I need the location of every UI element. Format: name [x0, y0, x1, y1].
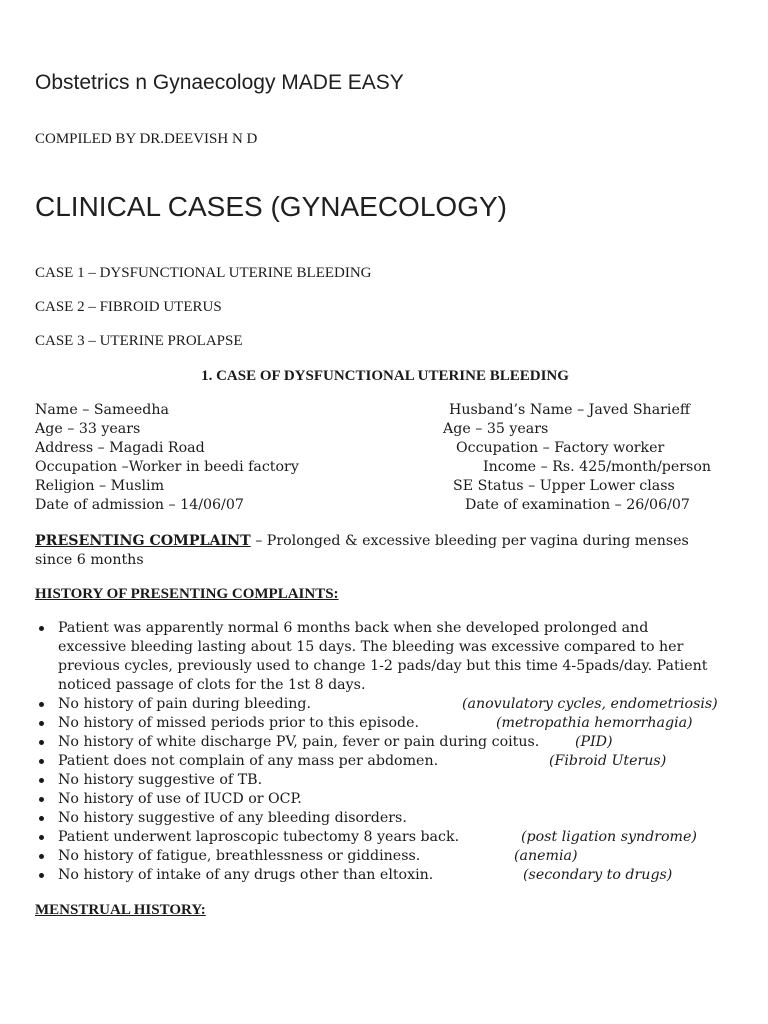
list-item-text: No history suggestive of any bleeding disorders.	[58, 810, 407, 826]
main-heading: CLINICAL CASES (GYNAECOLOGY)	[35, 191, 507, 222]
history-heading: HISTORY OF PRESENTING COMPLAINTS:	[35, 586, 339, 602]
differential-note: (anemia)	[514, 848, 578, 864]
list-item-text: No history of white discharge PV, pain, fever or pain during coitus.	[58, 734, 540, 750]
list-item	[35, 771, 735, 790]
patient-occupation: Occupation –Worker in beedi factory	[35, 459, 299, 475]
presenting-complaint-label: PRESENTING COMPLAINT	[35, 533, 251, 549]
differential-note: (post ligation syndrome)	[521, 829, 697, 845]
presenting-complaint-text: – Prolonged & excessive bleeding per vagina during menses since 6 months	[35, 533, 689, 568]
presenting-complaint	[35, 532, 725, 570]
list-item	[35, 790, 735, 809]
husband-occupation: Occupation – Factory worker	[456, 440, 665, 456]
se-status: SE Status – Upper Lower class	[453, 478, 675, 494]
case-list-item: CASE 1 – DYSFUNCTIONAL UTERINE BLEEDING	[35, 265, 372, 281]
differential-note: (metropathia hemorrhagia)	[496, 715, 693, 731]
income: Income – Rs. 425/month/person	[483, 459, 712, 475]
patient-address: Address – Magadi Road	[35, 440, 205, 456]
case-list-item: CASE 3 – UTERINE PROLAPSE	[35, 333, 243, 349]
differential-note: (secondary to drugs)	[523, 867, 673, 883]
patient-name: Name – Sameedha	[35, 402, 169, 418]
list-item-text: No history of use of IUCD or OCP.	[58, 791, 302, 807]
list-item	[35, 847, 735, 866]
husband-age: Age – 35 years	[443, 421, 549, 437]
differential-note: (PID)	[575, 734, 613, 750]
religion: Religion – Muslim	[35, 478, 165, 494]
list-item	[35, 695, 735, 714]
list-item	[35, 866, 735, 885]
compiled-by: COMPILED BY DR.DEEVISH N D	[35, 131, 258, 147]
list-item-text: No history of fatigue, breathlessness or giddiness.	[58, 848, 421, 864]
date-of-examination: Date of examination – 26/06/07	[465, 497, 690, 513]
case-list-item: CASE 2 – FIBROID UTERUS	[35, 299, 222, 315]
list-item-text: No history of missed periods prior to this episode.	[58, 715, 420, 731]
patient-age: Age – 33 years	[35, 421, 141, 437]
list-item-text: Patient was apparently normal 6 months back when she developed prolonged and excessive bleeding lasting about 15 days. The bleeding was excessive compared to her previous cycles, previously used to change 1-2 pads/day but this time 4-5pads/day. Patient noticed passage of clots for the 1st 8 days.	[58, 620, 708, 693]
list-item	[35, 733, 735, 752]
list-item-text: Patient underwent laproscopic tubectomy 8 years back.	[58, 829, 460, 845]
section-title: 1. CASE OF DYSFUNCTIONAL UTERINE BLEEDING	[201, 368, 569, 384]
list-item	[35, 828, 735, 847]
list-item	[35, 714, 735, 733]
differential-note: (anovulatory cycles, endometriosis)	[462, 696, 718, 712]
book-title: Obstetrics n Gynaecology MADE EASY	[35, 71, 404, 94]
list-item-text: Patient does not complain of any mass per abdomen.	[58, 753, 439, 769]
list-item-text: No history suggestive of TB.	[58, 772, 263, 788]
list-item	[35, 619, 718, 695]
husband-name: Husband’s Name – Javed Sharieff	[449, 402, 690, 418]
list-item-text: No history of intake of any drugs other than eltoxin.	[58, 867, 434, 883]
differential-note: (Fibroid Uterus)	[549, 753, 667, 769]
date-of-admission: Date of admission – 14/06/07	[35, 497, 244, 513]
list-item-text: No history of pain during bleeding.	[58, 696, 312, 712]
list-item	[35, 809, 735, 828]
menstrual-history-heading: MENSTRUAL HISTORY:	[35, 902, 206, 918]
history-list	[35, 619, 735, 885]
list-item	[35, 752, 735, 771]
